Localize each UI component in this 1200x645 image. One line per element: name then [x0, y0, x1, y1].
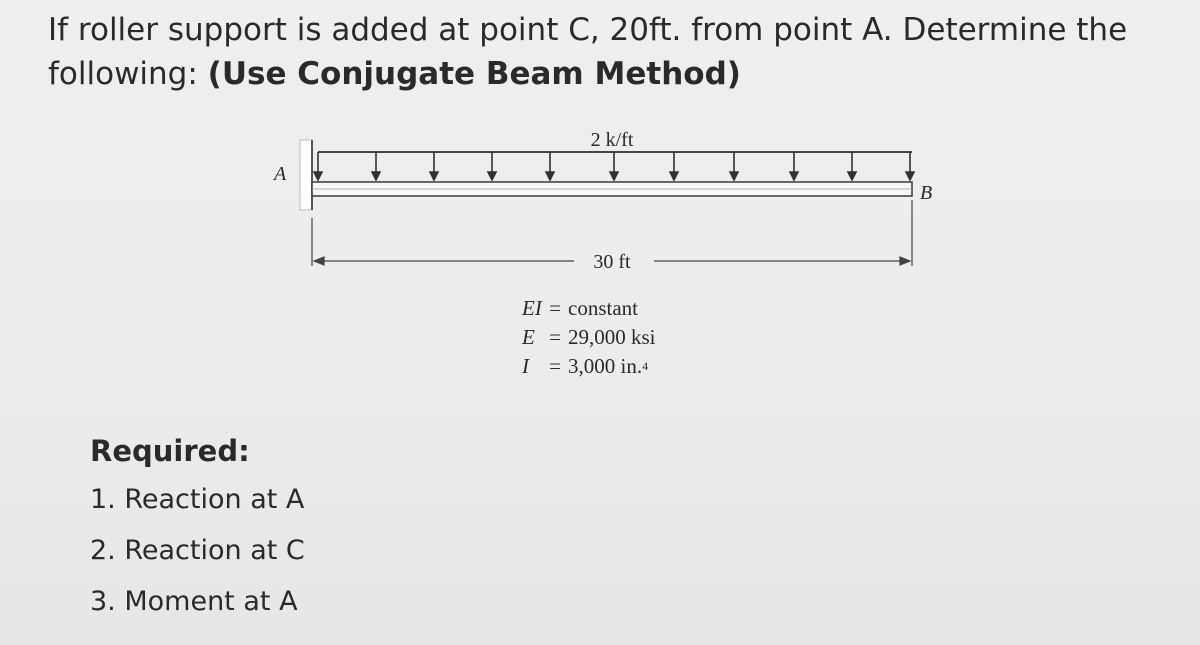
property-row: I = 3,000 in. 4 [522, 352, 656, 381]
load-label: 2 k/ft [590, 129, 634, 151]
load-arrow [906, 152, 914, 180]
property-value: 3,000 in. [568, 354, 643, 378]
method-note: (Use Conjugate Beam Method) [207, 56, 741, 92]
span-label: 30 ft [593, 251, 631, 273]
load-arrow [546, 152, 554, 180]
load-arrow [790, 152, 798, 180]
required-heading: Required: [90, 434, 250, 468]
property-symbol: EI [522, 296, 542, 320]
property-symbol: I [522, 354, 529, 378]
required-section [90, 428, 305, 627]
load-arrow [730, 152, 738, 180]
load-arrow [372, 152, 380, 180]
required-item: 2. Reaction at C [90, 535, 305, 566]
label-point-a: A [274, 163, 287, 185]
load-arrow [314, 152, 322, 180]
load-arrow [610, 152, 618, 180]
load-arrow [670, 152, 678, 180]
question-line-2: following: [48, 56, 208, 92]
load-arrows [314, 152, 914, 180]
beam-properties [522, 294, 656, 381]
required-item: 1. Reaction at A [90, 484, 305, 515]
property-exponent: 4 [642, 359, 649, 373]
fixed-support-a [300, 140, 312, 210]
load-arrow [488, 152, 496, 180]
label-point-b: B [920, 182, 933, 204]
load-arrow [430, 152, 438, 180]
property-value: 29,000 ksi [568, 325, 656, 349]
property-value: constant [568, 296, 638, 320]
load-arrow [848, 152, 856, 180]
property-row: E = 29,000 ksi [522, 323, 656, 352]
question-line-1: If roller support is added at point C, 20ft. from point A. Determine the [48, 12, 1128, 48]
property-row: EI = constant [522, 294, 656, 323]
required-item: 3. Moment at A [90, 586, 298, 617]
property-symbol: E [522, 325, 535, 349]
